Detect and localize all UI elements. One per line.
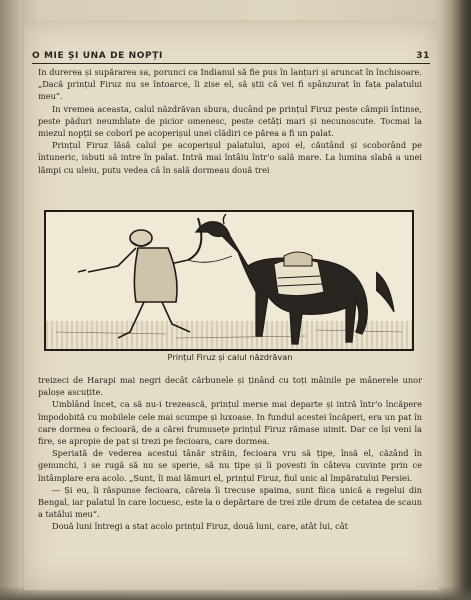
book-gutter: [0, 0, 22, 600]
paragraph: Speriată de vederea acestui tânăr străin, fecioara vru să țipe, însă el, căzând în genunchi, i se rugă să nu se sperie, să nu țipe și îi povesti în câteva cuvinte prin ce întâmplare era acolo. „Sunt, îi mai lămuri el, prințul Firuz, fiul unic al împăratului Persiei.: [38, 448, 422, 483]
prince-figure: [78, 218, 201, 338]
paragraph: In vremea aceasta, calul năzdrăvan sbura, ducând pe prințul Firuz peste câmpii întinse, peste păduri neumblate de picior omenesc, peste cetăți mari și necunoscute. Tocmai la miezul nopții se coborî pe acoperișul unei clădiri ce părea a fi un palat.: [38, 103, 422, 139]
paragraph: — Și eu, îi răspunse fecioara, căreia îi trecuse spaima, sunt fiica unică a regelui din Bengal, iar palatul în care locuesc, este la o depărtare de trei zile drum de cetatea de scaun a tatălui meu“.: [38, 484, 422, 520]
figure-caption: Prințul Firuz și calul năzdrăvan: [167, 352, 293, 362]
paragraph: Prințul Firuz lăsă calul pe acoperișul palatului, apoi el, căutând și scoborând pe întuneric, isbuti să intre în palat. Intră mai întâiu într'o sală mare. La lumina slabă a unei lămpi cu uleiu, putu vedea că în sală dormeau două trei: [38, 140, 422, 175]
paragraph: Umblând încet, ca să nu-i trezească, prințul merse mai departe și intră într'o încăpere împodobită cu mobilele cele mai scumpe și luxoase. In fundul acestei încăperi, era un pat în care dormea o fecioară, de a cărei frumusețe prințul Firuz rămase uimit. Dar ce își veni la fire, se apropie de pat și trezi pe fecioara, care dormea.: [38, 399, 422, 447]
header-rule: [32, 63, 430, 64]
page-edges: [437, 0, 471, 600]
reins: [188, 256, 232, 262]
text-block-bottom: [38, 374, 422, 533]
illustration: [44, 210, 414, 351]
text-block-top: [38, 66, 422, 176]
paragraph: treizeci de Harapi mai negri decât cărbunele și ținând cu toți mâinile pe mânerele unor paloșe ascuțite.: [38, 375, 422, 398]
page-number: 31: [416, 51, 430, 61]
paragraph: In durerea și supărarea sa, porunci ca Indianul să fie pus în lanțuri și aruncat în închisoare. „Dacă prințul Firuz nu se întoarce, îi zise el, să știi că vei fi spânzurat în fața palatului meu“.: [38, 67, 422, 102]
book-page: [24, 20, 438, 590]
paragraph: Două luni întregi a stat acolo prințul Firuz, două luni, care, atât lui, cât: [52, 521, 348, 532]
running-title: O MIE ȘI UNA DE NOPȚI: [32, 51, 163, 61]
prince-and-horse-drawing: [46, 212, 412, 349]
running-header: [32, 45, 430, 61]
